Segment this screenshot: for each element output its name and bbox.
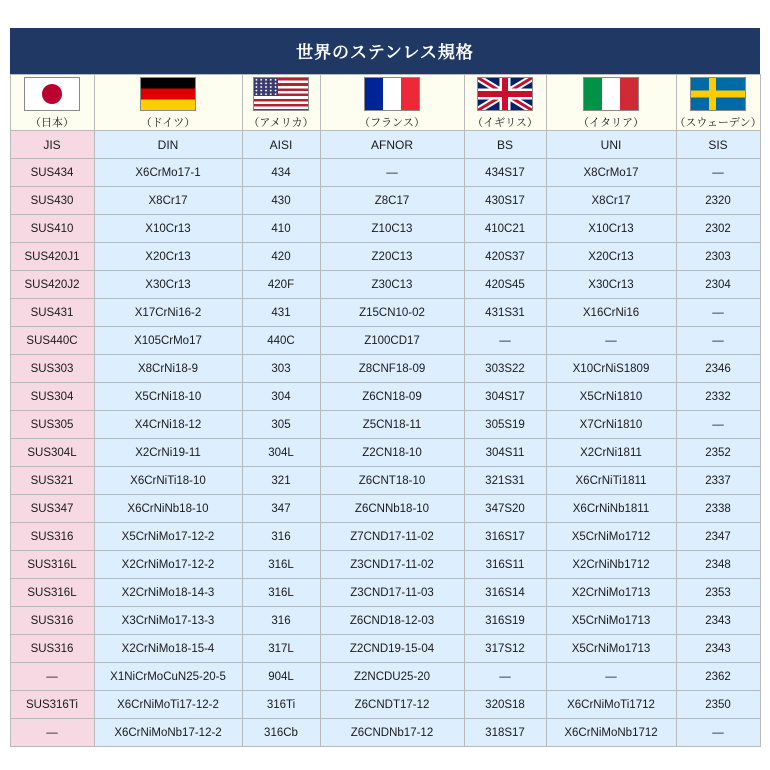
header-aisi: AISI — [242, 131, 320, 159]
country-label-germany: （ドイツ） — [140, 117, 196, 129]
table-row — [10, 383, 760, 411]
table-cell: SUS304 — [10, 383, 94, 411]
table-cell: X2CrNiMo17-12-2 — [94, 551, 242, 579]
table-cell: — — [464, 327, 546, 355]
table-cell: X6CrNiMoNb17-12-2 — [94, 719, 242, 747]
table-cell: 904L — [242, 663, 320, 691]
table-cell: SUS430 — [10, 187, 94, 215]
table-cell: X5CrNiMo17-12-2 — [94, 523, 242, 551]
table-cell: 2332 — [676, 383, 760, 411]
table-row — [10, 551, 760, 579]
flag-cell-germany — [94, 75, 242, 131]
table-cell: SUS305 — [10, 411, 94, 439]
table-cell: X2CrNiMo18-15-4 — [94, 635, 242, 663]
table-cell: X6CrMo17-1 — [94, 159, 242, 187]
table-cell: 303 — [242, 355, 320, 383]
table-row — [10, 495, 760, 523]
table-cell: Z3CND17-11-03 — [320, 579, 464, 607]
table-cell: 434S17 — [464, 159, 546, 187]
table-cell: Z100CD17 — [320, 327, 464, 355]
table-cell: Z8CNF18-09 — [320, 355, 464, 383]
table-cell: SUS316 — [10, 523, 94, 551]
table-cell: 2304 — [676, 271, 760, 299]
table-cell: SUS304L — [10, 439, 94, 467]
country-label-uk: （イギリス） — [472, 117, 538, 129]
table-row — [10, 439, 760, 467]
flag-uk-icon — [477, 77, 533, 111]
table-cell: 410C21 — [464, 215, 546, 243]
table-cell: X8Cr17 — [94, 187, 242, 215]
table-cell: SUS316L — [10, 579, 94, 607]
table-cell: 434 — [242, 159, 320, 187]
table-cell: 420S37 — [464, 243, 546, 271]
table-cell: Z8C17 — [320, 187, 464, 215]
table-cell: 316Cb — [242, 719, 320, 747]
table-cell: 316L — [242, 551, 320, 579]
table-cell: X105CrMo17 — [94, 327, 242, 355]
table-cell: X16CrNi16 — [546, 299, 676, 327]
table-cell: 305S19 — [464, 411, 546, 439]
table-cell: X1NiCrMoCuN25-20-5 — [94, 663, 242, 691]
country-label-usa: （アメリカ） — [248, 117, 314, 129]
table-row — [10, 243, 760, 271]
header-jis: JIS — [10, 131, 94, 159]
table-cell: X2CrNi19-11 — [94, 439, 242, 467]
table-row — [10, 187, 760, 215]
table-cell: Z6CNDNb17-12 — [320, 719, 464, 747]
table-cell: 430S17 — [464, 187, 546, 215]
table-cell: — — [676, 411, 760, 439]
table-cell: 420S45 — [464, 271, 546, 299]
table-cell: — — [10, 719, 94, 747]
table-cell: 2337 — [676, 467, 760, 495]
table-cell: X6CrNiTi18-10 — [94, 467, 242, 495]
table-cell: SUS420J1 — [10, 243, 94, 271]
table-cell: X6CrNiMoTi1712 — [546, 691, 676, 719]
table-cell: 420 — [242, 243, 320, 271]
table-cell: X20Cr13 — [94, 243, 242, 271]
table-row — [10, 691, 760, 719]
table-cell: — — [10, 663, 94, 691]
table-cell: 316 — [242, 607, 320, 635]
country-label-italy: （イタリア） — [578, 117, 644, 129]
table-cell: 420F — [242, 271, 320, 299]
table-cell: 2347 — [676, 523, 760, 551]
table-cell: SUS303 — [10, 355, 94, 383]
table-cell: X2CrNiMo1713 — [546, 579, 676, 607]
table-row — [10, 635, 760, 663]
table-cell: 2303 — [676, 243, 760, 271]
table-cell: X8Cr17 — [546, 187, 676, 215]
table-cell: 304 — [242, 383, 320, 411]
table-cell: Z15CN10-02 — [320, 299, 464, 327]
flag-cell-uk — [464, 75, 546, 131]
standards-header-row — [10, 131, 760, 159]
table-cell: 316L — [242, 579, 320, 607]
table-cell: 321S31 — [464, 467, 546, 495]
table-cell: — — [676, 719, 760, 747]
table-cell: 2353 — [676, 579, 760, 607]
table-cell: 316Ti — [242, 691, 320, 719]
table-cell: 2352 — [676, 439, 760, 467]
table-cell: X6CrNiNb18-10 — [94, 495, 242, 523]
table-cell: 2362 — [676, 663, 760, 691]
table-cell: 304S17 — [464, 383, 546, 411]
table-cell: 304L — [242, 439, 320, 467]
table-cell: SUS321 — [10, 467, 94, 495]
table-cell: 316S17 — [464, 523, 546, 551]
table-cell: 317L — [242, 635, 320, 663]
table-cell: SUS434 — [10, 159, 94, 187]
table-cell: 2343 — [676, 635, 760, 663]
table-cell: — — [546, 663, 676, 691]
table-cell: X5CrNiMo1713 — [546, 635, 676, 663]
country-label-france: （フランス） — [359, 117, 425, 129]
table-cell: X8CrMo17 — [546, 159, 676, 187]
page-title: 世界のステンレス規格 — [10, 28, 760, 74]
table-cell: X20Cr13 — [546, 243, 676, 271]
table-row — [10, 607, 760, 635]
table-cell: 2320 — [676, 187, 760, 215]
flag-usa-icon — [253, 77, 309, 111]
country-label-japan: （日本） — [30, 117, 74, 129]
flag-cell-usa — [242, 75, 320, 131]
table-cell: 316S14 — [464, 579, 546, 607]
table-cell: Z3CND17-11-02 — [320, 551, 464, 579]
table-cell: Z30C13 — [320, 271, 464, 299]
table-cell: 347S20 — [464, 495, 546, 523]
table-cell: SUS440C — [10, 327, 94, 355]
header-uni: UNI — [546, 131, 676, 159]
table-cell: 320S18 — [464, 691, 546, 719]
table-cell: 321 — [242, 467, 320, 495]
table-cell: X30Cr13 — [94, 271, 242, 299]
flag-germany-icon — [140, 77, 196, 111]
table-cell: 347 — [242, 495, 320, 523]
table-cell: SUS316 — [10, 635, 94, 663]
table-cell: 2348 — [676, 551, 760, 579]
table-cell: 2302 — [676, 215, 760, 243]
table-row — [10, 271, 760, 299]
table-cell: 2350 — [676, 691, 760, 719]
table-row — [10, 579, 760, 607]
table-row — [10, 159, 760, 187]
table-cell: — — [676, 299, 760, 327]
table-cell: — — [546, 327, 676, 355]
country-label-sweden: （スウェーデン） — [674, 117, 762, 129]
flag-cell-sweden — [676, 75, 760, 131]
table-cell: X6CrNiTi1811 — [546, 467, 676, 495]
table-cell: 410 — [242, 215, 320, 243]
table-cell: 430 — [242, 187, 320, 215]
table-cell: Z20C13 — [320, 243, 464, 271]
table-cell: 2338 — [676, 495, 760, 523]
header-sis: SIS — [676, 131, 760, 159]
table-cell: X2CrNi1811 — [546, 439, 676, 467]
table-cell: Z2CND19-15-04 — [320, 635, 464, 663]
table-cell: SUS431 — [10, 299, 94, 327]
table-cell: Z10C13 — [320, 215, 464, 243]
table-cell: — — [676, 159, 760, 187]
flag-japan-icon — [24, 77, 80, 111]
table-cell: Z2CN18-10 — [320, 439, 464, 467]
table-cell: SUS410 — [10, 215, 94, 243]
flag-france-icon — [364, 77, 420, 111]
table-cell: X30Cr13 — [546, 271, 676, 299]
table-row — [10, 411, 760, 439]
table-cell: 304S11 — [464, 439, 546, 467]
table-cell: X6CrNiMoNb1712 — [546, 719, 676, 747]
header-din: DIN — [94, 131, 242, 159]
table-cell: 431S31 — [464, 299, 546, 327]
table-cell: X5CrNi1810 — [546, 383, 676, 411]
flag-sweden-icon — [690, 77, 746, 111]
table-row — [10, 719, 760, 747]
table-row — [10, 663, 760, 691]
table-cell: 317S12 — [464, 635, 546, 663]
table-cell: 305 — [242, 411, 320, 439]
flag-cell-italy — [546, 75, 676, 131]
table-cell: X5CrNi18-10 — [94, 383, 242, 411]
table-cell: Z6CND18-12-03 — [320, 607, 464, 635]
table-cell: X10Cr13 — [546, 215, 676, 243]
table-cell: 316 — [242, 523, 320, 551]
table-cell: — — [464, 663, 546, 691]
table-cell: SUS347 — [10, 495, 94, 523]
table-cell: X10CrNiS1809 — [546, 355, 676, 383]
stainless-standards-table — [10, 74, 761, 747]
table-cell: SUS316 — [10, 607, 94, 635]
table-cell: 431 — [242, 299, 320, 327]
table-cell: Z6CN18-09 — [320, 383, 464, 411]
table-row — [10, 215, 760, 243]
table-row — [10, 467, 760, 495]
table-cell: X2CrNiNb1712 — [546, 551, 676, 579]
table-cell: SUS316L — [10, 551, 94, 579]
table-cell: — — [320, 159, 464, 187]
table-cell: 440C — [242, 327, 320, 355]
table-cell: X3CrNiMo17-13-3 — [94, 607, 242, 635]
table-cell: X8CrNi18-9 — [94, 355, 242, 383]
table-cell: Z2NCDU25-20 — [320, 663, 464, 691]
table-row — [10, 355, 760, 383]
flag-row — [10, 75, 760, 131]
table-row — [10, 523, 760, 551]
flag-cell-france — [320, 75, 464, 131]
table-cell: X4CrNi18-12 — [94, 411, 242, 439]
header-bs: BS — [464, 131, 546, 159]
table-cell: 303S22 — [464, 355, 546, 383]
table-cell: Z5CN18-11 — [320, 411, 464, 439]
table-row — [10, 327, 760, 355]
table-cell: SUS316Ti — [10, 691, 94, 719]
header-afnor: AFNOR — [320, 131, 464, 159]
table-cell: X7CrNi1810 — [546, 411, 676, 439]
table-cell: 316S19 — [464, 607, 546, 635]
table-cell: 2343 — [676, 607, 760, 635]
table-cell: X6CrNiNb1811 — [546, 495, 676, 523]
table-cell: Z6CNT18-10 — [320, 467, 464, 495]
table-cell: X5CrNiMo1712 — [546, 523, 676, 551]
table-cell: Z7CND17-11-02 — [320, 523, 464, 551]
table-cell: SUS420J2 — [10, 271, 94, 299]
table-cell: — — [676, 327, 760, 355]
table-cell: Z6CNDT17-12 — [320, 691, 464, 719]
table-cell: 316S11 — [464, 551, 546, 579]
table-cell: X10Cr13 — [94, 215, 242, 243]
table-cell: 2346 — [676, 355, 760, 383]
table-cell: X17CrNi16-2 — [94, 299, 242, 327]
flag-cell-japan — [10, 75, 94, 131]
flag-italy-icon — [583, 77, 639, 111]
table-cell: Z6CNNb18-10 — [320, 495, 464, 523]
table-cell: X5CrNiMo1713 — [546, 607, 676, 635]
table-cell: X2CrNiMo18-14-3 — [94, 579, 242, 607]
table-cell: X6CrNiMoTi17-12-2 — [94, 691, 242, 719]
table-row — [10, 299, 760, 327]
table-cell: 318S17 — [464, 719, 546, 747]
